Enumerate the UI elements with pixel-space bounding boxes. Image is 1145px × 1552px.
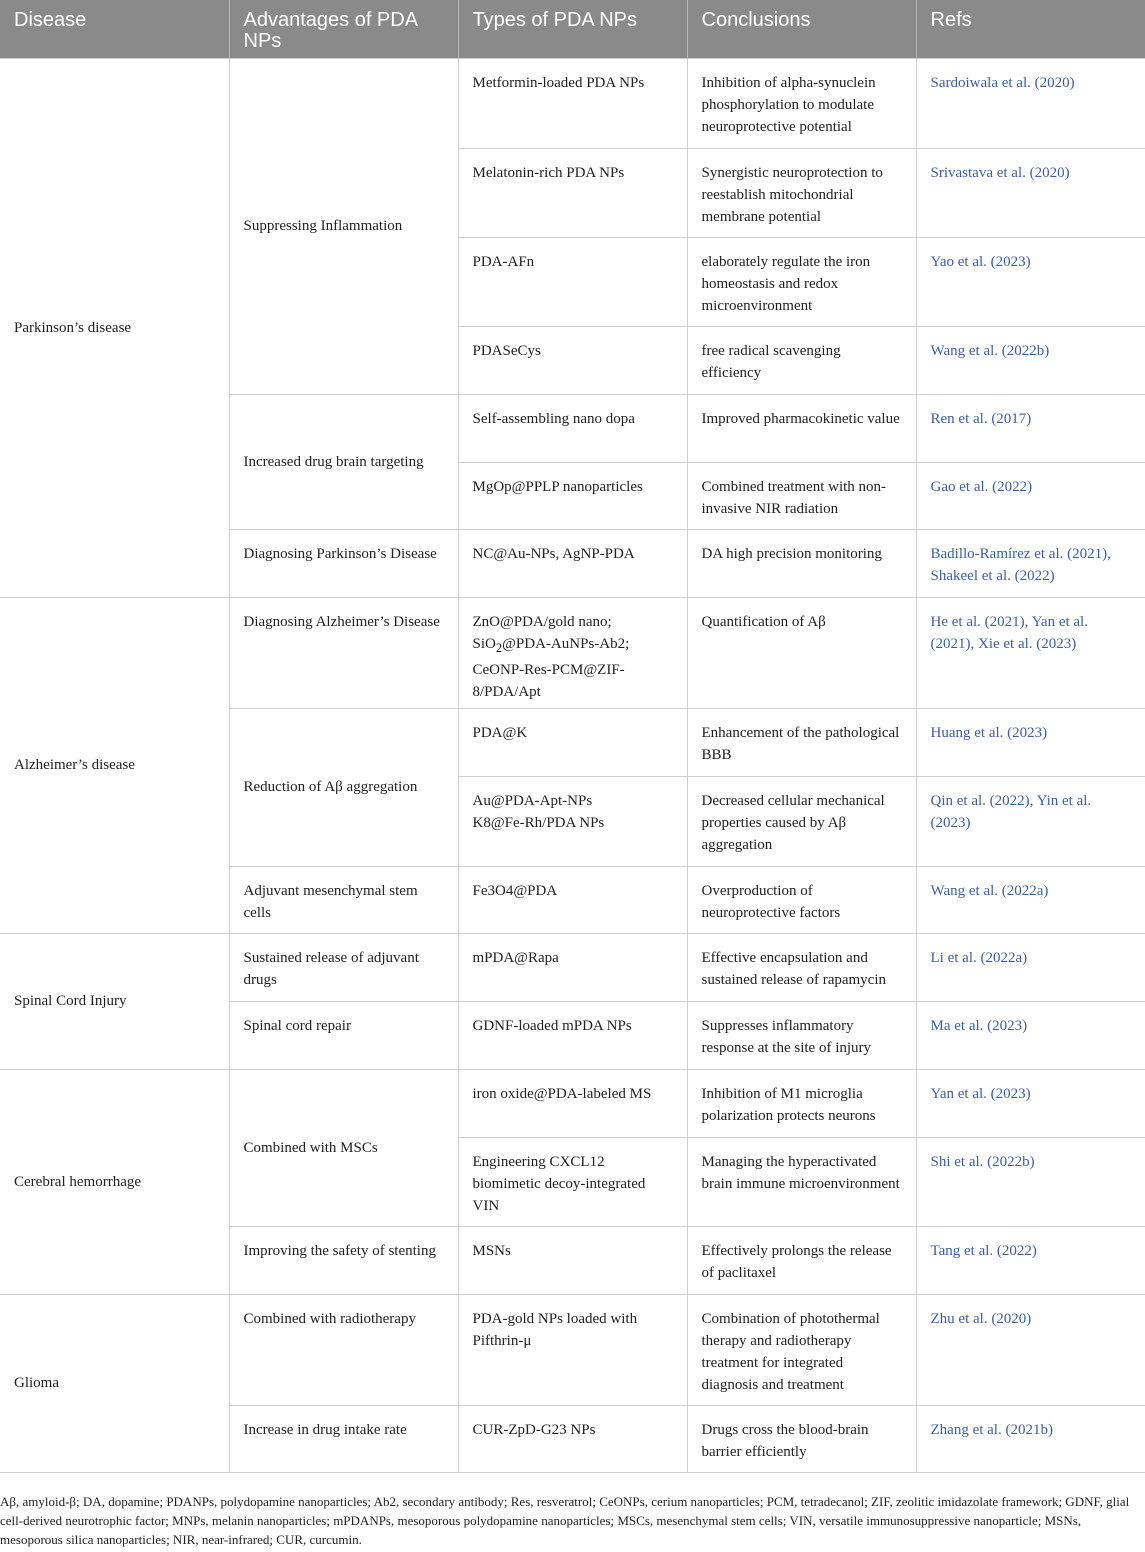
advantage-cell: Combined with radiotherapy	[229, 1294, 458, 1405]
conclusion-cell: Decreased cellular mechanical properties caused by Aβ aggregation	[687, 776, 916, 866]
ref-link[interactable]: Yan et al. (2023)	[916, 1069, 1145, 1137]
conclusion-cell: Quantification of Aβ	[687, 597, 916, 708]
disease-cell: Glioma	[0, 1294, 229, 1472]
conclusion-cell: Enhancement of the pathological BBB	[687, 708, 916, 776]
type-cell: iron oxide@PDA-labeled MS	[458, 1069, 687, 1137]
ref-link[interactable]: Zhang et al. (2021b)	[916, 1405, 1145, 1472]
type-cell: PDA@K	[458, 708, 687, 776]
conclusion-cell: Overproduction of neuroprotective factors	[687, 866, 916, 933]
disease-cell: Spinal Cord Injury	[0, 933, 229, 1069]
disease-cell: Alzheimer’s disease	[0, 597, 229, 933]
conclusion-cell: Drugs cross the blood-brain barrier efficiently	[687, 1405, 916, 1472]
disease-cell: Parkinson’s disease	[0, 58, 229, 597]
disease-cell: Cerebral hemorrhage	[0, 1069, 229, 1294]
conclusion-cell: Effective encapsulation and sustained release of rapamycin	[687, 933, 916, 1001]
type-cell: MSNs	[458, 1226, 687, 1294]
advantage-cell: Diagnosing Alzheimer’s Disease	[229, 597, 458, 708]
ref-link[interactable]: Sardoiwala et al. (2020)	[916, 58, 1145, 148]
type-cell: Self-assembling nano dopa	[458, 394, 687, 462]
type-line: Au@PDA-Apt-NPs	[472, 792, 593, 809]
header-conclusions: Conclusions	[687, 0, 916, 58]
advantage-cell: Reduction of Aβ aggregation	[229, 708, 458, 866]
table-row	[0, 1294, 1145, 1405]
table-row	[0, 58, 1145, 148]
type-line: CeONP-Res-PCM@ZIF-8/PDA/Apt	[472, 661, 625, 700]
type-cell: PDASeCys	[458, 326, 687, 394]
ref-link[interactable]: Ma et al. (2023)	[916, 1001, 1145, 1069]
ref-link[interactable]: Zhu et al. (2020)	[916, 1294, 1145, 1405]
header-types: Types of PDA NPs	[458, 0, 687, 58]
advantage-cell: Combined with MSCs	[229, 1069, 458, 1226]
type-line: K8@Fe-Rh/PDA NPs	[472, 814, 605, 831]
table-row	[0, 933, 1145, 1001]
conclusion-cell: Suppresses inflammatory response at the site of injury	[687, 1001, 916, 1069]
type-cell: mPDA@Rapa	[458, 933, 687, 1001]
conclusion-cell: Combination of photothermal therapy and radiotherapy treatment for integrated diagnosis and treatment	[687, 1294, 916, 1405]
table-footnote: Aβ, amyloid-β; DA, dopamine; PDANPs, polydopamine nanoparticles; Ab2, secondary antibody; Res, resveratrol; CeONPs, cerium nanoparticles; PCM, tetradecanol; ZIF, zeolitic imidazolate framework; GDNF, glial cell-derived neurotrophic factor; MNPs, melanin nanoparticles; mPDANPs, mesoporous polydopamine nanoparticles; MSCs, mesenchymal stem cells; VIN, versatile immunosuppressive nanoparticle; MSNs, mesoporous silica nanoparticles; NIR, near-infrared; CUR, curcumin.	[0, 1494, 1130, 1547]
conclusion-cell: Inhibition of M1 microglia polarization protects neurons	[687, 1069, 916, 1137]
table-row	[0, 1069, 1145, 1137]
conclusion-cell: Combined treatment with non-invasive NIR radiation	[687, 462, 916, 529]
advantage-cell: Suppressing Inflammation	[229, 58, 458, 394]
ref-link[interactable]: Wang et al. (2022b)	[916, 326, 1145, 394]
ref-link[interactable]: Yao et al. (2023)	[916, 237, 1145, 326]
type-cell: Engineering CXCL12 biomimetic decoy-integrated VIN	[458, 1137, 687, 1226]
advantage-cell: Adjuvant mesenchymal stem cells	[229, 866, 458, 933]
type-cell: Melatonin-rich PDA NPs	[458, 148, 687, 237]
type-cell: NC@Au-NPs, AgNP-PDA	[458, 529, 687, 597]
conclusion-cell: elaborately regulate the iron homeostasis and redox microenvironment	[687, 237, 916, 326]
ref-link[interactable]: Tang et al. (2022)	[916, 1226, 1145, 1294]
advantage-cell: Spinal cord repair	[229, 1001, 458, 1069]
ref-link[interactable]: Li et al. (2022a)	[916, 933, 1145, 1001]
table-row	[0, 597, 1145, 708]
type-line: ZnO@PDA/gold nano;	[472, 613, 612, 630]
conclusion-cell: Inhibition of alpha-synuclein phosphorylation to modulate neuroprotective potential	[687, 58, 916, 148]
advantage-cell: Increased drug brain targeting	[229, 394, 458, 529]
ref-link[interactable]: He et al. (2021), Yan et al. (2021), Xie et al. (2023)	[916, 597, 1145, 708]
type-cell: MgOp@PPLP nanoparticles	[458, 462, 687, 529]
subscript: 2	[495, 640, 503, 655]
advantage-cell: Sustained release of adjuvant drugs	[229, 933, 458, 1001]
ref-link[interactable]: Qin et al. (2022), Yin et al. (2023)	[916, 776, 1145, 866]
conclusion-cell: Synergistic neuroprotection to reestablish mitochondrial membrane potential	[687, 148, 916, 237]
ref-link[interactable]: Srivastava et al. (2020)	[916, 148, 1145, 237]
ref-link[interactable]: Badillo-Ramírez et al. (2021), Shakeel et al. (2022)	[916, 529, 1145, 597]
ref-link[interactable]: Ren et al. (2017)	[916, 394, 1145, 462]
conclusion-cell: free radical scavenging efficiency	[687, 326, 916, 394]
ref-link[interactable]: Shi et al. (2022b)	[916, 1137, 1145, 1226]
conclusion-cell: Managing the hyperactivated brain immune microenvironment	[687, 1137, 916, 1226]
type-cell: PDA-AFn	[458, 237, 687, 326]
header-refs: Refs	[916, 0, 1145, 58]
type-cell	[458, 597, 687, 708]
type-cell: Metformin-loaded PDA NPs	[458, 58, 687, 148]
ref-link[interactable]: Gao et al. (2022)	[916, 462, 1145, 529]
conclusion-cell: Effectively prolongs the release of paclitaxel	[687, 1226, 916, 1294]
conclusion-cell: DA high precision monitoring	[687, 529, 916, 597]
type-line: SiO	[472, 635, 496, 652]
ref-link[interactable]: Huang et al. (2023)	[916, 708, 1145, 776]
type-cell	[458, 776, 687, 866]
ref-link[interactable]: Wang et al. (2022a)	[916, 866, 1145, 933]
advantage-cell: Increase in drug intake rate	[229, 1405, 458, 1472]
type-line: @PDA-AuNPs-Ab2;	[502, 635, 630, 652]
header-disease: Disease	[0, 0, 229, 58]
type-cell: PDA-gold NPs loaded with Pifthrin-μ	[458, 1294, 687, 1405]
type-cell: GDNF-loaded mPDA NPs	[458, 1001, 687, 1069]
advantage-cell: Diagnosing Parkinson’s Disease	[229, 529, 458, 597]
type-cell: Fe3O4@PDA	[458, 866, 687, 933]
header-row	[0, 0, 1145, 58]
advantage-cell: Improving the safety of stenting	[229, 1226, 458, 1294]
header-advantages: Advantages of PDA NPs	[229, 0, 458, 58]
conclusion-cell: Improved pharmacokinetic value	[687, 394, 916, 462]
type-cell: CUR-ZpD-G23 NPs	[458, 1405, 687, 1472]
